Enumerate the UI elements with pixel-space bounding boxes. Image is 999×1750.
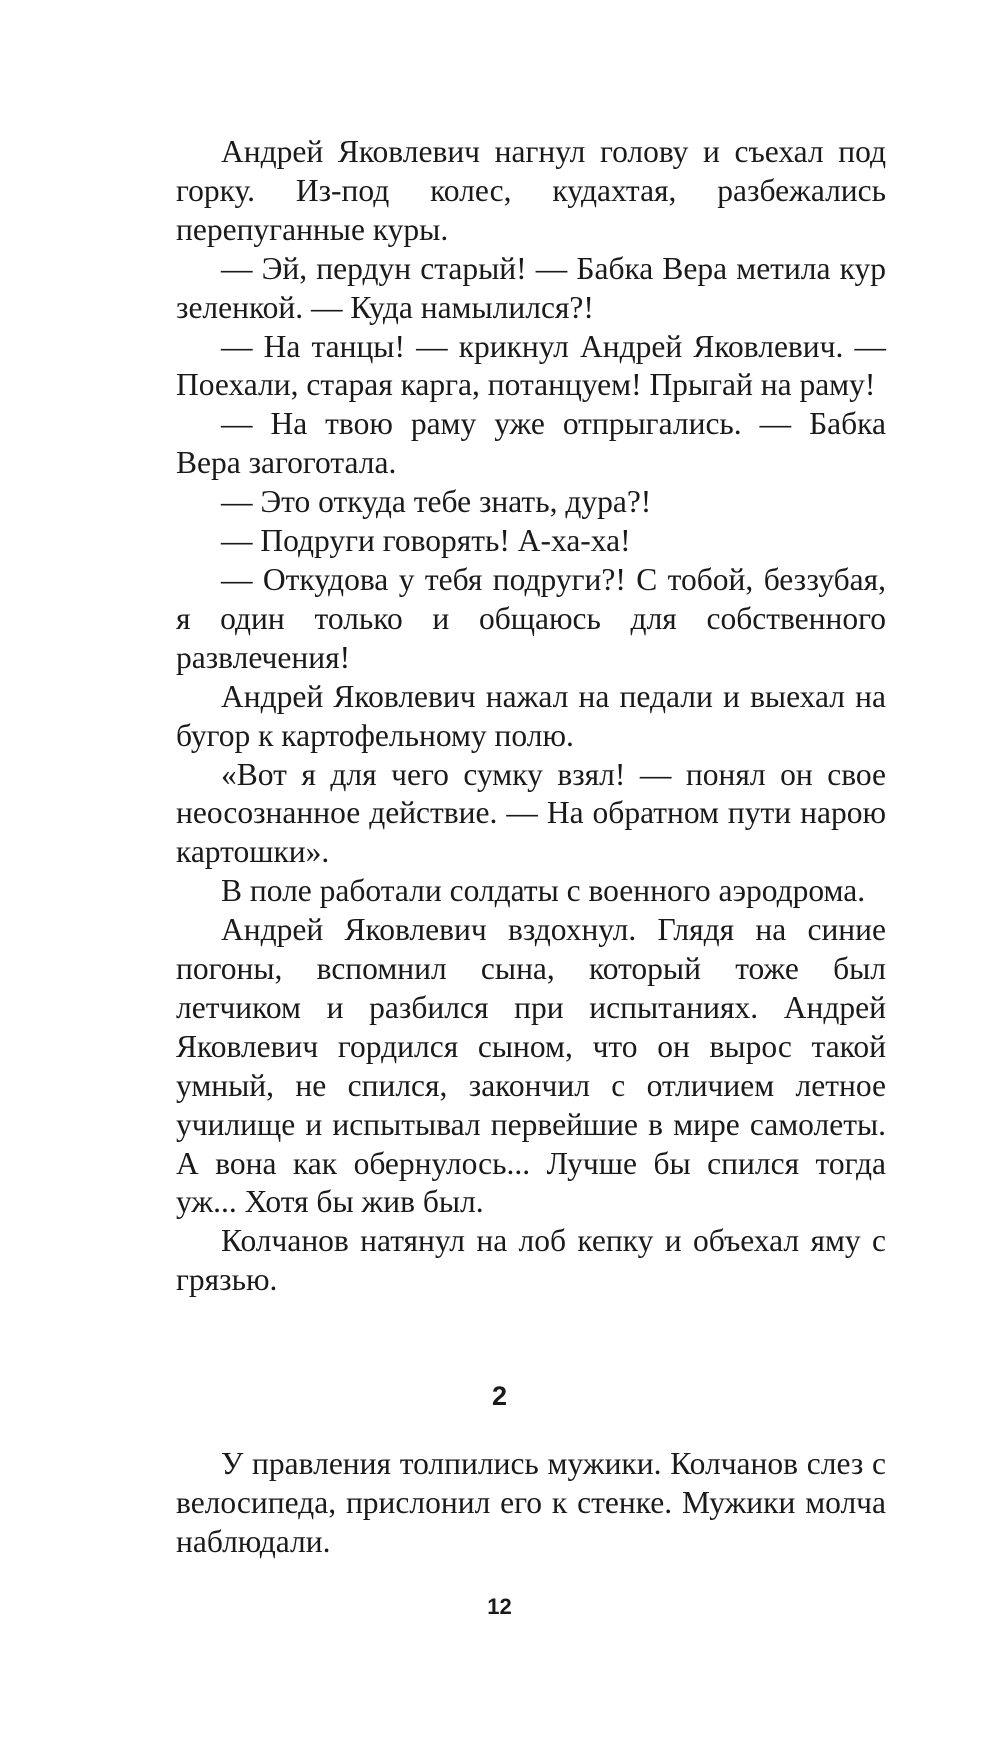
paragraph: В поле работали солдаты с военного аэродрома. bbox=[221, 873, 866, 909]
section-body-text bbox=[176, 1445, 886, 1562]
paragraph: Колчанов натянул на лоб кепку и объехал яму с грязью. bbox=[176, 1223, 886, 1298]
paragraph: — На танцы! — крикнул Андрей Яковлевич. — Поехали, старая карга, потанцуем! Прыгай на раму! bbox=[176, 328, 886, 403]
paragraph: — Эй, пердун старый! — Бабка Вера метила кур зеленкой. — Куда намылился?! bbox=[176, 250, 886, 325]
paragraph: — Подруги говорять! А-ха-ха! bbox=[221, 523, 631, 559]
paragraph: — Это откуда тебе знать, дура?! bbox=[221, 484, 652, 520]
paragraph: Андрей Яковлевич нажал на педали и выехал на бугор к картофельному полю. bbox=[176, 678, 886, 753]
section-heading: 2 bbox=[491, 1381, 508, 1411]
paragraph: Андрей Яковлевич вздохнул. Глядя на синие погоны, вспомнил сына, который тоже был летчиком и разбился при испытаниях. Андрей Яковлевич гордился сыном, что он вырос такой умный, не спился, закончил с отличием летное училище и испытывал первейшие в мире самолеты. А вона как обернулось... Лучше бы спился тогда уж... Хотя бы жив был. bbox=[176, 912, 886, 1220]
paragraph: — Откудова у тебя подруги?! С тобой, беззубая, я один только и общаюсь для собственного развлечения! bbox=[176, 561, 886, 675]
body-text bbox=[176, 133, 886, 1300]
page-number: 12 bbox=[487, 1594, 512, 1619]
paragraph: Андрей Яковлевич нагнул голову и съехал под горку. Из-под колес, кудахтая, разбежались перепуганные куры. bbox=[176, 134, 886, 247]
paragraph: «Вот я для чего сумку взял! — понял он свое неосознанное действие. — На обратном пути нарою картошки». bbox=[176, 756, 886, 870]
paragraph: У правления толпились мужики. Колчанов слез с велосипеда, прислонил его к стенке. Мужики молча наблюдали. bbox=[176, 1446, 886, 1559]
paragraph: — На твою раму уже отпрыгались. — Бабка Вера загоготала. bbox=[176, 406, 886, 481]
